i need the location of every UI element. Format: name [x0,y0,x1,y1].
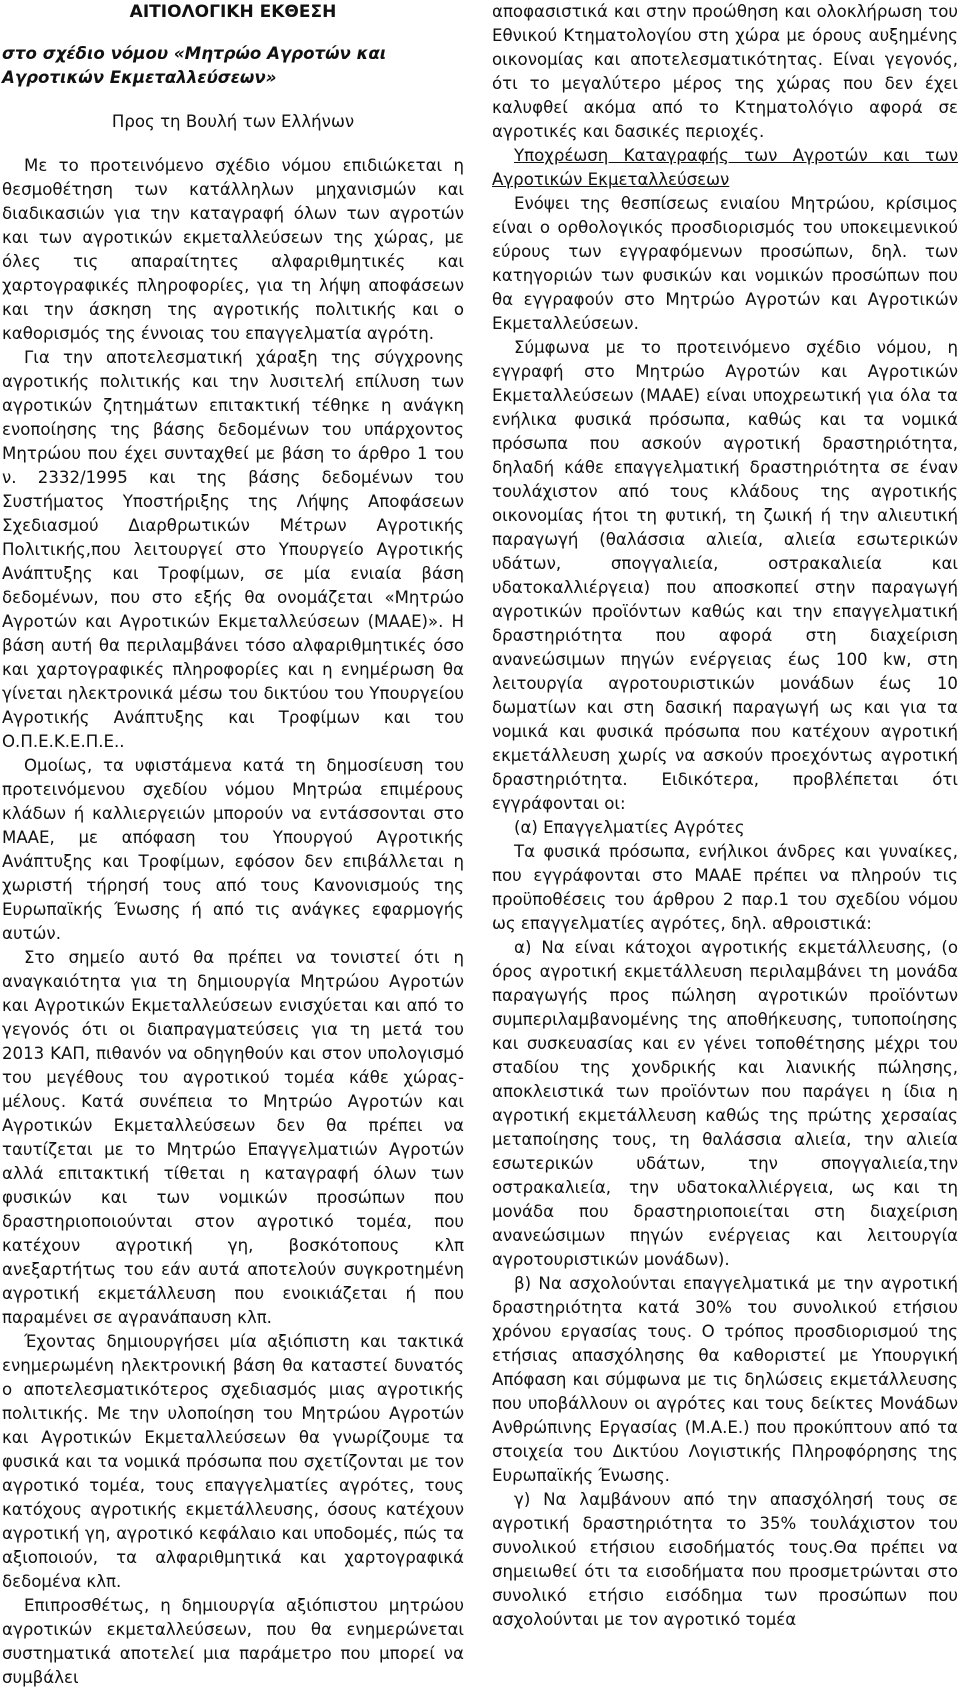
paragraph: Ομοίως, τα υφιστάμενα κατά τη δημοσίευση του προτεινόμενου σχεδίου νόμου Μητρώα επιμέρους κλάδων ή καλλιεργειών μπορούν να εντάσσονται στο ΜΑΑΕ, με απόφαση του Υπουργού Αγροτικής Ανάπτυξης και Τροφίμων, εφόσον δεν επιβάλλεται η χωριστή τήρησή τους από τους Κανονισμούς της Ευρωπαϊκής Ένωσης ή από τις ανάγκες εφαρμογής αυτών. [2,756,464,943]
criterion-c: γ) Να λαμβάνουν από την απασχόλησή τους σε αγροτική δραστηριότητα το 35% τουλάχιστον του συνολικού ετήσιου εισοδήματός τους.Θα πρέπει να σημειωθεί ότι τα εισοδήματα που προσμετρώνται στο συνολικό ετήσιο εισόδημα των προσώπων που ασχολούνται με τον αγροτικό τομέα [492,1490,958,1629]
paragraph: Τα φυσικά πρόσωπα, ενήλικοι άνδρες και γυναίκες, που εγγράφονται στο ΜΑΑΕ πρέπει να πληρούν τις προϋποθέσεις του άρθρου 2 παρ.1 του σχεδίου νόμου ως επαγγελματίες αγρότες, δηλ. αθροιστικά: [492,842,958,933]
list-heading: (α) Επαγγελματίες Αγρότες [514,818,745,837]
document-title: ΑΙΤΙΟΛΟΓΙΚΗ ΕΚΘΕΣΗ [129,2,337,22]
paragraph: Επιπροσθέτως, η δημιουργία αξιόπιστου μητρώου αγροτικών εκμεταλλεύσεων, που θα ενημερώνεται συστηματικά αποτελεί μια παράμετρο που μπορεί να συμβάλει [2,1596,464,1687]
section-heading: Υποχρέωση Καταγραφής των Αγροτών και των Αγροτικών Εκμεταλλεύσεων [492,146,958,189]
paragraph: Με το προτεινόμενο σχέδιο νόμου επιδιώκεται η θεσμοθέτηση των κατάλληλων μηχανισμών και διαδικασιών για την καταγραφή όλων των αγροτών και των αγροτικών εκμεταλλεύσεων της χώρας, με όλες τις απαραίτητες αλφαριθμητικές και χαρτογραφικές πληροφορίες, για τη λήψη αποφάσεων και την άσκηση της αγροτικής πολιτικής και ο καθορισμός της έννοιας του επαγγελματία αγρότη. [2,156,464,343]
left-column [0,0,468,1690]
criterion-b: β) Να ασχολούνται επαγγελματικά με την αγροτική δραστηριότητα κατά 30% του συνολικού ετήσιου χρόνου εργασίας τους. Ο τρόπος προσδιορισμού της ετήσιας απασχόλησης θα καθοριστεί με Υπουργική Απόφαση και σύμφωνα με τις δηλώσεις εκμετάλλευσης που υποβάλλουν οι αγρότες και τους δείκτες Μονάδων Ανθρώπινης Εργασίας (Μ.Α.Ε.) που προκύπτουν από τα στοιχεία του Δικτύου Λογιστικής Πληροφόρησης της Ευρωπαϊκής Ένωσης. [492,1274,958,1485]
right-column [492,0,960,1632]
paragraph: Σύμφωνα με το προτεινόμενο σχέδιο νόμου, η εγγραφή στο Μητρώο Αγροτών και Αγροτικών Εκμεταλλεύσεων (ΜΑΑΕ) είναι υποχρεωτική για όλα τα ενήλικα φυσικά πρόσωπα, καθώς και τα νομικά πρόσωπα που ασκούν αγροτική δραστηριότητα, δηλαδή κάθε επαγγελματική δραστηριότητα σε έναν τουλάχιστον από τους κλάδους της αγροτικής οικονομίας ήτοι τη φυτική, τη ζωική ή την αλιευτική παραγωγή (θαλάσσια αλιεία, αλιεία εσωτερικών υδάτων, σπογγαλιεία, οστρακαλιεία και υδατοκαλλιέργεια) που αποσκοπεί στην παραγωγή αγροτικών προϊόντων καθώς και την επαγγελματική δραστηριότητα που αφορά στη διαχείριση ανανεώσιμων πηγών ενέργειας έως 100 kw, στη λειτουργία αγροτουριστικών μονάδων έως 10 δωματίων και στη δασική παραγωγή ως και για τα νομικά και φυσικά πρόσωπα που κατέχουν αγροτική εκμετάλλευση χωρίς να ασκούν προεχόντως αγροτική δραστηριότητα. Ειδικότερα, προβλέπεται ότι εγγράφονται οι: [492,338,958,813]
paragraph: Ενόψει της θεσπίσεως ενιαίου Μητρώου, κρίσιμος είναι ο ορθολογικός προσδιορισμός του υποκειμενικού εύρους των εγγραφόμενων προσώπων, δηλ. των κατηγοριών των φυσικών και νομικών προσώπων που θα εγγραφούν στο Μητρώο Αγροτών και Αγροτικών Εκμεταλλεύσεων. [492,194,958,333]
paragraph: Για την αποτελεσματική χάραξη της σύγχρονης αγροτικής πολιτικής και την λυσιτελή επίλυση των αγροτικών ζητημάτων επιτακτική τέθηκε η ανάγκη ενοποίησης της βάσης δεδομένων του υπάρχοντος Μητρώου που έχει συνταχθεί με βάση το άρθρο 1 του ν. 2332/1995 και της βάσης δεδομένων του Συστήματος Υποστήριξης της Λήψης Αποφάσεων Σχεδιασμού Διαρθρωτικών Μέτρων Αγροτικής Πολιτικής,που λειτουργεί στο Υπουργείο Αγροτικής Ανάπτυξης και Τροφίμων, σε μία ενιαία βάση δεδομένων, που στο εξής θα ονομάζεται «Μητρώο Αγροτών και Αγροτικών Εκμεταλλεύσεων (ΜΑΑΕ)». Η βάση αυτή θα περιλαμβάνει τόσο αλφαριθμητικές όσο και χαρτογραφικές πληροφορίες και η ενημέρωση θα γίνεται ηλεκτρονικά μέσω του δικτύου του Υπουργείου Αγροτικής Ανάπτυξης και Τροφίμων και του Ο.Π.Ε.Κ.Ε.Π.Ε.. [2,348,464,751]
criterion-a: α) Να είναι κάτοχοι αγροτικής εκμετάλλευσης, (ο όρος αγροτική εκμετάλλευση περιλαμβάνει τη μονάδα παραγωγής προς πώληση αγροτικών προϊόντων συμπεριλαμβανομένης της αποθήκευσης, τυποποίησης και συσκευασίας και εν γένει τοποθέτησης μέχρι του σταδίου της χονδρικής και λιανικής πώλησης, αποκλειστικά των προϊόντων που παράγει η ίδια η αγροτική εκμετάλλευση καθώς της πρώτης χερσαίας μεταποίησης τους, τη θαλάσσια αλιεία, την αλιεία εσωτερικών υδάτων, την σπογγαλιεία,την οστρακαλιεία, την υδατοκαλλιέργεια, ως και τη μονάδα που δραστηριοποιείται στη διαχείριση ανανεώσιμων πηγών ενέργειας και λειτουργία αγροτουριστικών μονάδων). [492,938,958,1269]
addressee-line: Προς τη Βουλή των Ελλήνων [111,112,355,131]
paragraph: Έχοντας δημιουργήσει μία αξιόπιστη και τακτικά ενημερωμένη ηλεκτρονική βάση θα καταστεί δυνατός ο αποτελεσματικότερος σχεδιασμός μιας αγροτικής πολιτικής. Με την υλοποίηση του Μητρώου Αγροτών και Αγροτικών Εκμεταλλεύσεων θα γνωρίζουμε τα φυσικά και τα νομικά πρόσωπα που σχετίζονται με τον αγροτικό τομέα, τους επαγγελματίες αγρότες, τους κατόχους αγροτικής εκμετάλλευσης, όσους κατέχουν αγροτική γη, αγροτικό κεφάλαιο και υποδομές, πώς τα αξιοποιούν, τα αλφαριθμητικά και χαρτογραφικά δεδομένα κλπ. [2,1332,464,1591]
paragraph: Στο σημείο αυτό θα πρέπει να τονιστεί ότι η αναγκαιότητα για τη δημιουργία Μητρώου Αγροτών και Αγροτικών Εκμεταλλεύσεων ενισχύεται και από το γεγονός ότι οι διαπραγματεύσεις για τη μετά του 2013 ΚΑΠ, πιθανόν να οδηγηθούν και στον υπολογισμό του μεγέθους του αγροτικού τομέα κάθε χώρας-μέλους. Κατά συνέπεια το Μητρώο Αγροτών και Αγροτικών Εκμεταλλεύσεων δεν θα πρέπει να ταυτίζεται με το Μητρώο Επαγγελματιών Αγροτών αλλά επιτακτική τίθεται η καταγραφή όλων των φυσικών και των νομικών προσώπων που δραστηριοποιούνται στον αγροτικό τομέα, που κατέχουν αγροτική γη, βοσκότοπους κλπ ανεξαρτήτως του εάν αυτά αποτελούν συγκροτημένη αγροτική εκμετάλλευση που ενοικιάζεται ή που παραμένει σε αγρανάπαυση κλπ. [2,948,464,1327]
document-subtitle: στο σχέδιο νόμου «Μητρώο Αγροτών και Αγροτικών Εκμεταλλεύσεων» [2,44,387,87]
paragraph-continued: αποφασιστικά και στην προώθηση και ολοκλήρωση του Εθνικού Κτηματολογίου στη χώρα με όρους αυξημένης οικονομίας και αποτελεσματικότητας. Είναι γεγονός, ότι το μεγαλύτερο μέρος της χώρας που δεν έχει καλυφθεί ακόμα από το Κτηματολόγιο αφορά σε αγροτικές και δασικές περιοχές. [492,2,958,141]
